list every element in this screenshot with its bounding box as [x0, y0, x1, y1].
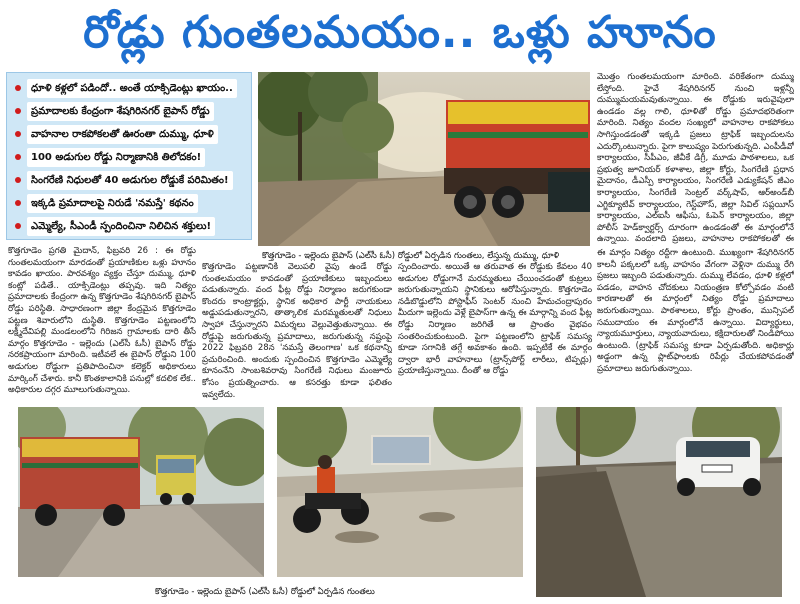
highlight-item [13, 148, 245, 167]
article-column-1 [8, 246, 196, 400]
highlight-text: 100 అడుగుల రోడ్డు నిర్మాణానికి తిలోదకం! [27, 148, 205, 167]
highlight-text: సింగరేణి నిధులతో 40 అడుగుల రోడ్డుకే పరిమితం! [27, 171, 233, 190]
headline: రోడ్లు గుంతలమయం.. ఒళ్లు హూనం [83, 7, 717, 58]
paragraph: ఈ మార్గం నిత్యం రద్దీగా ఉంటుంది. ముఖ్యంగా శేషగిరినగర్ కాలనీ పక్కలలో ఒక్క వాహనం వేగంగా వెళ్లినా దుమ్ము రేగి ప్రజలు ఇబ్బంది పడుతున్నారు. దుమ్ము లేవడం, ధూళి కళ్లలో పడడం, వాహన చోదకులు నియంత్రణ కోల్పోవడం వంటి కారణాలతో ఈ మార్గంలో నిత్యం రోడ్డు ప్రమాదాలు జరుగుతున్నాయి. పాఠశాలలు, కోర్టు ప్రాంతం, మున్సిపల్ సముదాయం ఈ మార్గంలోనే ఉన్నాయి. విద్యార్థులు, న్యాయమూర్తులు, న్యాయవాదులు, కక్షిదారులతో నిండిపోయి ఉంటుంది. (ట్రాఫిక్ సమస్య కూడా ఏర్పడుతోంది. అధికార్లు అడ్డంగా ఉన్న ప్లాట్‌ఫాంలకు రిపేర్లు చేయకపోవడంతో ప్రమాదాలు జరుగుతున్నాయి. [597, 248, 794, 374]
article-column-3 [398, 262, 592, 400]
highlight-item [13, 102, 245, 121]
bullet-icon [15, 154, 21, 160]
bullet-icon [15, 177, 21, 183]
paragraph: కొత్తగూడెం ప్రగతి మైదాన్, ఫిబ్రవరి 26 : ఈ రోడ్డు గుంతలమయంగా మారడంతో ప్రయాణికుల ఒళ్లు హూనం కావడం ఖాయం. పారవశ్యం వ్యక్తం చేస్తూ దుమ్ము, ధూళి కంట్లో పడితే.. యాక్సిడెంట్లు తప్పవు. ఇది నిత్యం ప్రమాదాలకు కేంద్రంగా ఉన్న కొత్తగూడెం శేషగిరినగర్ బైపాస్ రోడ్డు పరిస్థితి. సాధారణంగా జిల్లా కేంద్రమైన కొత్తగూడెం పట్టణ శివారులోని దుస్థితి. కొత్తగూడెం పట్టణంలోని లక్ష్మీదేవిపల్లి మండలంలోని గిరిజన గ్రామాలకు దారి తీసే మార్గం కొత్తగూడెం - ఇల్లెందు (ఎల్‌సీ ఓసీ) బైపాస్ రోడ్డు నరకప్రాయంగా మారింది. ఇటీవలే ఈ బైపాస్ రోడ్డుని 100 అడుగుల రోడ్డుగా ప్రతిపాదించినా కలెక్టర్ అధికారులు మార్కింగ్ చేశారు. కానీ కొంతకాలానికి పనుల్లో కదలిక లేక.. అధికారుల దగ్గర మూలుగుతున్నాయి. [8, 246, 196, 396]
car-on-broken-road-photo [536, 407, 782, 597]
bullet-icon [15, 223, 21, 229]
trucks-on-road-photo [18, 407, 264, 577]
highlight-text: ఎమ్మెల్యే, సీఎండీ స్పందించినా నిలిచిన శక్తులు! [27, 217, 215, 236]
highlight-text: వాహనాల రాకపోకలతో ఊరంతా దుమ్ము, ధూళి [27, 125, 218, 144]
highlight-item [13, 125, 245, 144]
highlight-item [13, 171, 245, 190]
highlight-text: ధూళి కళ్లలో పడిందో.. అంతే యాక్సిడెంట్లు ఖాయం.. [27, 79, 237, 98]
bullet-icon [15, 108, 21, 114]
top-photo-caption: కొత్తగూడెం - ఇల్లెందు బైపాస్ (ఎల్‌సీ ఓసీ) రోడ్డులో ఏర్పడిన గుంతలు, లేస్తున్న దుమ్ము, ధూళి [262, 251, 560, 261]
article-column-right-top [597, 72, 794, 246]
highlight-item [13, 217, 245, 236]
bullet-icon [15, 131, 21, 137]
highlight-item [13, 194, 245, 213]
motorcycle-on-potholed-road-photo [277, 407, 523, 577]
paragraph: కొత్తగూడెం పట్టణానికి వెలుపలి వైపు ఉండే రోడ్డు గుంతలమయం కావడంతో ప్రయాణికులు ఇబ్బందులు పడుతున్నారు. వంద ఫీట్ల రోడ్డు నిర్మాణం జరుగకుండా కొందరు కాంట్రాక్టర్లు, స్థానిక అధికార పార్టీ నాయకులు అడ్డుపడుతున్నారని, తాత్కాలిక మరమ్మతులతో నిధులు స్వాహా చేస్తున్నారని విమర్శలు వెల్లువెత్తుతున్నాయి. ఈ రోడ్డుపై జరుగుతున్న ప్రమాదాలు, జరుగుతున్న నష్టంపై 2022 ఫిబ్రవరి 28న 'నమస్తే తెలంగాణ' ఒక కథనాన్ని ప్రచురించింది. అందుకు స్పందించిన కొత్తగూడెం ఎమ్మెల్యే కూనంనేని సాంబశివరావు సింగరేణి నిధులు మంజూరు కోసం ప్రయత్నించారు. ఆ కసరత్తు కూడా ఫలితం ఇవ్వలేదు. [202, 262, 392, 400]
highlight-text: ప్రమాదాలకు కేంద్రంగా శేషగిరినగర్ బైపాస్ రోడ్డు [27, 102, 214, 121]
road-truck-photo [258, 72, 590, 246]
bullet-icon [15, 85, 21, 91]
article-column-2 [202, 262, 392, 400]
highlights-box [6, 72, 252, 240]
article-column-right-bottom [597, 248, 794, 400]
paragraph: మొత్తం గుంతలమయంగా మారింది. వరికేతంగా దుమ్ము లేస్తోంది. హైవే శేషగిరినగర్ నుంచి ఇళ్లన్నీ దుమ్ముమయమవుతున్నాయి. ఈ రోడ్డుకు ఇరువైపులా ఉండడం వల్ల గాలి, ధూళితో రోడ్డు ప్రమాదభరితంగా మారింది. నిత్యం వందల సంఖ్యలో వాహనాల రాకపోకలు సాగిస్తుండడంతో ఇక్కడి ప్రజలు ట్రాఫిక్ ఇబ్బందులను ఎదుర్కొంటున్నారు. పైగా కాలుష్యం పెరుగుతున్నది. ఎంపీడీవో కార్యాలయం, సీపీఎం, జీవీకే డిగ్రీ, మూడు పాఠశాలలు, ఒక ప్రభుత్వ జూనియర్ కళాశాల, జిల్లా కోర్టు, సింగరేణి ప్రధాన మైదానం, డీఎస్పీ కార్యాలయం, సింగరేణి ఎడ్యుకేషన్ జీఎం కార్యాలయం, సింగరేణి సెంట్రల్ వర్క్‌షాప్, ఆర్‌అండ్‌బీ ఎగ్జిక్యూటివ్ కార్యాలయం, గెస్ట్‌హౌస్, జిల్లా సివిల్ సప్లయీస్ కార్యాలయం, ఎల్‌ఐసీ ఆఫీసు, ఓపెన్ కార్యాలయం, జిల్లా పోలీస్ హెడ్‌క్వార్టర్స్ దూరంగా ఉండడంతో ఈ మార్గంలోనే ఉన్నాయి. వందలాది ప్రజలు, వాహనాల రాకపోకలతో ఈ [597, 72, 794, 245]
highlight-text: ఇక్కడి ప్రమాదాలపై నిరుడే 'నమస్తే' కథనం [27, 194, 198, 213]
highlight-item [13, 79, 245, 98]
bullet-icon [15, 200, 21, 206]
paragraph: స్పందించారు. అయితే ఆ తరువాత ఈ రోడ్డుకు కేవలం 40 అడుగుల రోడ్డుగానే మరమ్మతులు చేయించడంతో కుట్రలు జరుగుతున్నాయని స్థానికులు ఆరోపిస్తున్నారు. కొత్తగూడెం నడిబొడ్డులోని పోస్టాఫీస్ సెంటర్ నుంచి హేమచంద్రాపురం మీదుగా ఇల్లెందు వెళ్లే బైపాస్‌గా ఉన్న ఈ మార్గాన్ని వంద ఫీట్ల రోడ్డు నిర్మాణం జరిగితే ఆ ప్రాంతం వైభవం సంతరించుకుంటుంది. పైగా పట్టణంలోని ట్రాఫిక్ సమస్య కూడా సగానికి తగ్గే అవకాశం ఉంది. ఇప్పటికే ఈ మార్గం ద్వారా భారీ వాహనాలు (ట్రాన్స్‌పోర్ట్ లారీలు, టిప్పర్లు) ప్రయాణిస్తున్నాయి. దీంతో ఆ రోడ్డు [398, 262, 592, 377]
bottom-photos-caption: కొత్తగూడెం - ఇల్లెందు బైపాస్ (ఎల్‌సీ ఓసీ) రోడ్డులో ఏర్పడిన గుంతలు [155, 587, 375, 597]
